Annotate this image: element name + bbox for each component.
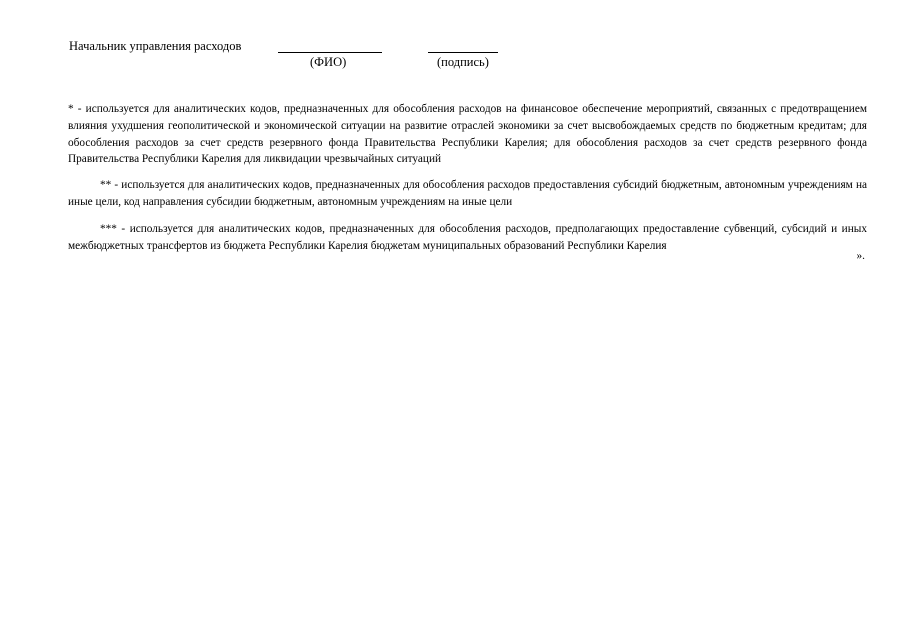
fio-caption: (ФИО)	[310, 55, 347, 69]
footnote-2	[68, 177, 867, 211]
closing-quote: ».	[856, 250, 865, 262]
signature-title: Начальник управления расходов	[69, 39, 242, 53]
footnote-1-text: * - используется для аналитических кодов, предназначенных для обособления расходов на финансовое обеспечение мероприятий, связанных с предотвращением влияния ухудшения геополитической и экономической ситуации на развитие отраслей экономики за счет высвобождаемых средств по бюджетным кредитам; для обособления расходов за счет средств резервного фонда Правительства Республики Карелия; для обособления расходов за счет средств резервного фонда Правительства Республики Карелия для ликвидации чрезвычайных ситуаций	[68, 103, 867, 166]
signature-block	[69, 39, 569, 79]
fio-line	[278, 52, 382, 53]
footnote-2-text: ** - используется для аналитических кодов, предназначенных для обособления расходов предоставления субсидий бюджетным, автономным учреждениям на иные цели, код направления субсидии бюджетным, автономным учреждениям на иные цели	[68, 179, 867, 208]
footnote-3-text: *** - используется для аналитических кодов, предназначенных для обособления расходов, предполагающих предоставление субвенций, субсидий и иных межбюджетных трансфертов из бюджета Республики Карелия бюджетам муниципальных образований Республики Карелия	[68, 223, 867, 252]
signature-caption: (подпись)	[437, 55, 489, 69]
footnote-3	[68, 221, 867, 255]
signature-line	[428, 52, 498, 53]
footnote-1	[68, 101, 867, 168]
